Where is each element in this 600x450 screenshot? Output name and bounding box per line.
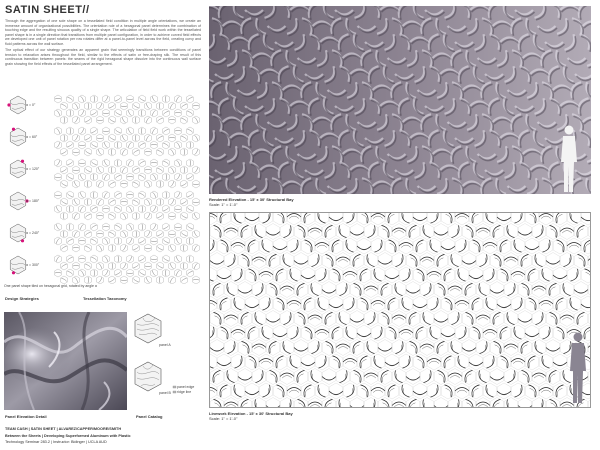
- rotation-marker-dot: [21, 239, 24, 242]
- rotation-marker-dot: [12, 271, 15, 274]
- strategy-hex-icon: [10, 160, 26, 178]
- tessellation-grid: [55, 191, 200, 220]
- strategy-angle-label: α = 120°: [26, 167, 40, 171]
- tessellation-grid: [55, 255, 200, 284]
- footer-team: TEAM CASH | SATIN SHEET | ALVAREZ/CAPPER/MOORE/SMITH: [5, 427, 122, 431]
- catalog-legend-1: panel edge: [177, 385, 195, 389]
- rendered-elevation-scale: Scale: 1" = 1'-0": [209, 202, 238, 207]
- panel-elevation-detail-image: [4, 312, 127, 410]
- catalog-legend-2: ridge line: [177, 390, 192, 394]
- linework-wall-pattern: [210, 213, 591, 408]
- linework-elevation-scale: Scale: 1" = 1'-0": [209, 416, 238, 421]
- intro-paragraph-2: The optical effect of our strategy generates an apparent grain that seemingly transitions between conditions of panel tension to relaxation arises throughout the field, similar to the effects of satin or free-draping silk. The result of this continuous transition between panels: the seams of the rigid hexagonal shape dissolve into the continuous wall surface grain showing the field effects of the tessellated panel arrangement.: [5, 48, 201, 66]
- panel-elevation-detail-label: Panel Elevation Detail: [5, 414, 47, 419]
- rotation-marker-dot: [12, 128, 15, 131]
- linework-elevation-caption: Linework Elevation - 15' x 30' Structural Bay: [209, 411, 293, 416]
- rendered-elevation-image: [209, 6, 591, 194]
- human-scale-figure: [557, 124, 581, 194]
- panel-catalog-label: Panel Catalog: [136, 414, 163, 419]
- strategy-angle-label: α = 180°: [26, 199, 40, 203]
- strategy-angle-labels: [26, 93, 48, 283]
- strategy-hex-icon: [10, 256, 26, 274]
- panel-a-label: panel A: [159, 343, 171, 347]
- strategy-hex-icon: [10, 224, 26, 242]
- linework-hex-grid: [210, 213, 591, 408]
- design-strategies-label: Design Strategies: [5, 296, 39, 301]
- tessellation-grid: [55, 95, 200, 124]
- strategy-note: One panel shape tiled on hexagonal grid, rotated by angle α: [4, 284, 97, 288]
- strategy-hex-icon: [10, 128, 26, 146]
- footer-course: Between the Sheets | Developing Superformed Aluminum with Plastic: [5, 434, 131, 438]
- rotation-marker-dot: [21, 160, 24, 163]
- strategy-hex-icon: [7, 96, 25, 114]
- tessellation-grid: [55, 127, 200, 156]
- strategy-angle-label: α = 0°: [26, 103, 36, 107]
- rendered-wall-pattern: [209, 6, 591, 194]
- tessellation-grid: [55, 223, 200, 252]
- linework-elevation-drawing: [209, 212, 591, 408]
- tessellation-taxonomy-label: Tessellation Taxonomy: [83, 296, 127, 301]
- strategy-angle-label: α = 240°: [26, 231, 40, 235]
- strategy-angle-label: α = 300°: [26, 263, 40, 267]
- human-scale-figure-linework: [566, 331, 590, 405]
- strategy-angle-label: α = 60°: [26, 135, 38, 139]
- tessellation-grid: [55, 159, 200, 188]
- sheet-title: SATIN SHEET//: [5, 4, 90, 16]
- tessellation-taxonomy: [53, 94, 203, 284]
- tessellation-grids: [53, 94, 203, 284]
- intro-paragraph-1: Through the aggregation of one sole shape on a tessellated field condition in multiple angle orientations, we create an immense amount of organizational possibilities. The orientation rule of a hexagonal panel determines the combination of touching edge and the resulting sinuous quality of a single shape. The articulation of field field work within the tessellated panel shape is in a single direction that transitions from multiple panel configuration, in order to achieve curved field effects we developed one unit of panel rotation per row rotates differ at a panel-to-panel level across the field, creating curvy and fluid patterns across the wall surface.: [5, 19, 201, 46]
- footer-info: Technology Seminar 283.2 | Instructor: Bidinger | UCLA AUD: [5, 440, 107, 444]
- rendered-elevation-caption: Rendered Elevation - 15' x 30' Structural Bay: [209, 197, 294, 202]
- satin-fold-render: [4, 312, 127, 410]
- panel-b-label: panel B: [159, 391, 171, 395]
- rotation-marker-dot: [7, 103, 10, 106]
